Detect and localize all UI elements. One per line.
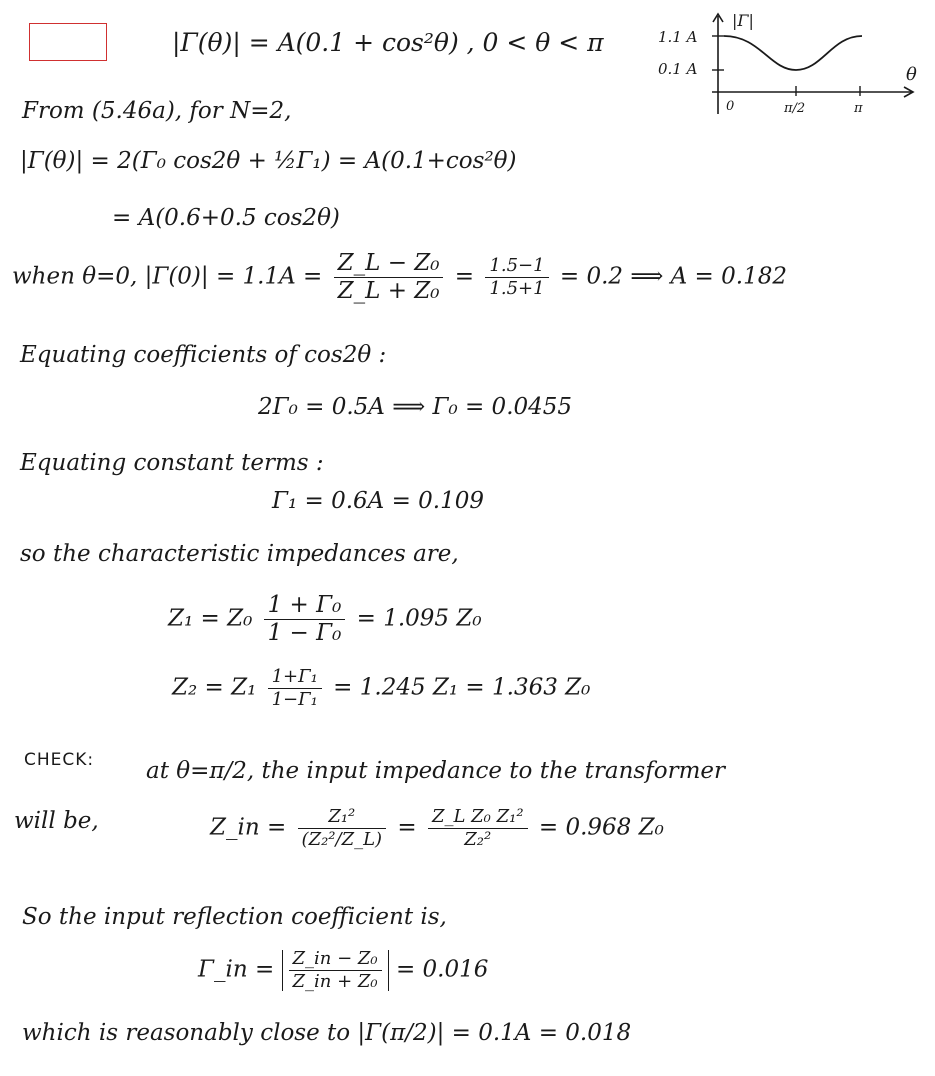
x-tick-end-label: π	[854, 101, 863, 116]
when-line: when θ=0, |Γ(0)| = 1.1A = $\frac{\text{Z\_L − Z₀}}{\text{Z\_L + Z₀}}$ = $\frac{1.5-1}{1.5+1}$ = 0.2 ⟹ A = 0.182	[12, 250, 787, 304]
x-tick-0-label: 0	[726, 99, 735, 114]
fraction-zl-denominator: Z_L + Z₀	[337, 278, 440, 304]
eq2-line: = A(0.6+0.5 cos2θ)	[112, 205, 340, 231]
zin-equals: =	[397, 814, 417, 841]
will-be-line: will be,	[14, 808, 99, 834]
z1-line	[168, 594, 482, 645]
zin-result: = 0.968 Z₀	[538, 814, 664, 841]
z1-prefix: Z₁ = Z₀	[168, 605, 253, 632]
fraction-numeric-numerator: 1.5−1	[485, 257, 548, 278]
fraction-zl	[334, 252, 444, 303]
fraction-zin-2-numerator: Z_L Z₀ Z₁²	[428, 808, 528, 829]
gamma0-line: 2Γ₀ = 0.5A ⟹ Γ₀ = 0.0455	[258, 394, 573, 420]
fraction-zin-1	[298, 808, 387, 849]
fraction-zin-1-denominator: (Z₂²/Z_L)	[301, 829, 383, 850]
fraction-z1	[264, 594, 346, 645]
fraction-z2-numerator: 1+Γ₁	[268, 668, 322, 689]
z1-result: = 1.095 Z₀	[356, 605, 482, 632]
when-prefix: when θ=0, |Γ(0)| = 1.1A =	[12, 263, 323, 290]
tick-low-label: 0.1 A	[658, 60, 698, 78]
gamma-sketch	[650, 6, 930, 126]
fraction-numeric-denominator: 1.5+1	[489, 278, 545, 299]
check-label: CHECK:	[24, 750, 95, 770]
z2-prefix: Z₂ = Z₁	[172, 674, 257, 701]
so-input-line: So the input reflection coefficient is,	[22, 904, 447, 930]
gin-prefix: Γ_in =	[198, 956, 275, 983]
so-the-line: so the characteristic impedances are,	[20, 541, 459, 567]
fraction-z1-denominator: 1 − Γ₀	[267, 620, 342, 646]
fraction-zin-2	[428, 808, 528, 849]
fraction-z2-denominator: 1−Γ₁	[271, 689, 318, 710]
y-axis-label: |Γ|	[732, 11, 754, 30]
gin-abs	[282, 950, 389, 991]
eq1-line: |Γ(θ)| = 2(Γ₀ cos2θ + ½Γ₁) = A(0.1+cos²θ)	[20, 148, 517, 174]
header-equation: |Γ(θ)| = A(0.1 + cos²θ) , 0 < θ < π	[172, 28, 604, 57]
gamma1-line: Γ₁ = 0.6A = 0.109	[272, 488, 484, 514]
gamma-curve	[724, 36, 862, 70]
x-tick-mid-label: π/2	[784, 101, 806, 116]
fraction-z2	[268, 668, 322, 709]
fraction-numeric	[485, 257, 548, 298]
gin-result: = 0.016	[395, 956, 489, 983]
tick-high-label: 1.1 A	[658, 28, 698, 46]
z2-result: = 1.245 Z₁ = 1.363 Z₀	[333, 674, 591, 701]
zin-prefix: Z_in =	[210, 814, 287, 841]
equating-coeff-line: Equating coefficients of cos2θ :	[20, 342, 387, 368]
when-result: = 0.2 ⟹ A = 0.182	[559, 263, 787, 290]
closing-line: which is reasonably close to |Γ(π/2)| = 0.1A = 0.018	[22, 1020, 632, 1046]
x-axis-label: θ	[906, 64, 917, 85]
redaction-box	[29, 23, 107, 61]
equating-const-line: Equating constant terms :	[20, 450, 324, 476]
fraction-zin-1-numerator: Z₁²	[298, 808, 387, 829]
z2-line	[172, 668, 590, 709]
fraction-zl-numerator: Z_L − Z₀	[334, 252, 444, 278]
fraction-zin-2-denominator: Z₂²	[464, 829, 492, 850]
gin-line	[198, 950, 488, 991]
zin-line	[210, 808, 664, 849]
fraction-gin-numerator: Z_in − Z₀	[289, 950, 382, 971]
fraction-gin-denominator: Z_in + Z₀	[292, 971, 378, 992]
from-ref-line: From (5.46a), for N=2,	[22, 98, 292, 124]
check-text-line: at θ=π/2, the input impedance to the transformer	[146, 758, 726, 784]
fraction-gin	[289, 950, 382, 991]
fraction-z1-numerator: 1 + Γ₀	[264, 594, 346, 620]
